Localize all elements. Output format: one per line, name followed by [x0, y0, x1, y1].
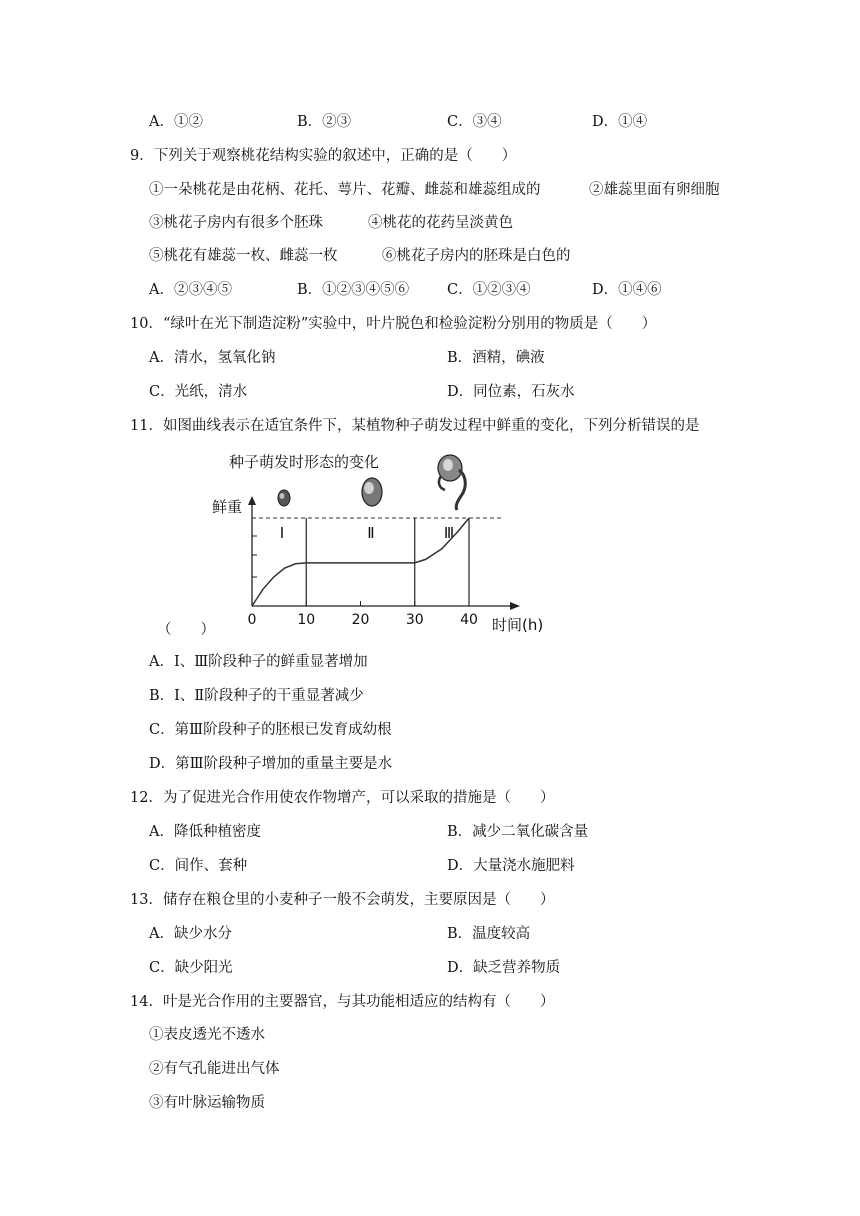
- q11-option-a: A．Ⅰ、Ⅲ阶段种子的鲜重显著增加: [149, 654, 368, 670]
- q14-stem: 14．叶是光合作用的主要器官，与其功能相适应的结构有（ ）: [130, 994, 555, 1010]
- q12-option-c: C．间作、套种: [149, 858, 248, 874]
- q9-stem: 9．下列关于观察桃花结构实验的叙述中，正确的是（ ）: [130, 148, 517, 164]
- q11-paren: （ ）: [157, 622, 215, 638]
- q10-option-c: C．光纸，清水: [149, 384, 248, 400]
- q8-option-b: B．②③: [297, 114, 352, 130]
- q13-option-d: D．缺乏营养物质: [447, 960, 561, 976]
- q13-stem: 13．储存在粮仓里的小麦种子一般不会萌发，主要原因是（ ）: [130, 892, 555, 908]
- q9-statement-6: ⑥桃花子房内的胚珠是白色的: [382, 248, 571, 264]
- stage-label-3: Ⅲ: [443, 524, 455, 542]
- q14-statement-1: ①表皮透光不透水: [149, 1027, 265, 1043]
- q8-option-d: D．①④: [592, 114, 648, 130]
- q11-stem: 11．如图曲线表示在适宜条件下，某植物种子萌发过程中鲜重的变化，下列分析错误的是: [130, 418, 700, 434]
- seed-swollen-icon: [362, 478, 382, 506]
- q11-option-c: C．第Ⅲ阶段种子的胚根已发育成幼根: [149, 722, 392, 738]
- q12-option-d: D．大量浇水施肥料: [447, 858, 575, 874]
- q11-option-b: B．Ⅰ、Ⅱ阶段种子的干重显著减少: [149, 688, 364, 704]
- q10-stem: 10．“绿叶在光下制造淀粉”实验中，叶片脱色和检验淀粉分别用的物质是（ ）: [130, 316, 657, 332]
- x-tick-label: 0: [247, 612, 257, 628]
- x-axis-arrow-icon: [510, 602, 520, 610]
- q9-statement-4: ④桃花的花药呈淡黄色: [368, 215, 513, 231]
- q12-option-a: A．降低种植密度: [149, 824, 261, 840]
- q9-statement-2: ②雄蕊里面有卵细胞: [589, 182, 720, 198]
- q10-option-a: A．清水，氢氧化钠: [149, 350, 276, 366]
- q9-option-b: B．①②③④⑤⑥: [297, 282, 410, 298]
- q11-option-d: D．第Ⅲ阶段种子增加的重量主要是水: [149, 756, 393, 772]
- chart-ylabel: 鲜重: [212, 498, 243, 516]
- chart-title: 种子萌发时形态的变化: [229, 453, 380, 471]
- stage-label-1: Ⅰ: [279, 524, 285, 542]
- x-tick-label: 30: [405, 612, 424, 628]
- q9-statement-5: ⑤桃花有雄蕊一枚、雌蕊一枚: [149, 248, 338, 264]
- chart-xlabel: 时间(h): [492, 616, 544, 634]
- x-tick-label: 10: [297, 612, 316, 628]
- y-axis-arrow-icon: [248, 496, 256, 505]
- q12-option-b: B．减少二氧化碳含量: [447, 824, 589, 840]
- fresh-weight-curve: [252, 518, 469, 606]
- q13-option-b: B．温度较高: [447, 926, 531, 942]
- q14-statement-3: ③有叶脉运输物质: [149, 1095, 265, 1111]
- q13-option-a: A．缺少水分: [149, 926, 232, 942]
- x-tick-label: 40: [460, 612, 478, 628]
- q13-option-c: C．缺少阳光: [149, 960, 233, 976]
- q9-option-a: A．②③④⑤: [149, 282, 232, 298]
- seed-germination-chart: [205, 446, 555, 638]
- q10-option-d: D．同位素，石灰水: [447, 384, 575, 400]
- q9-option-d: D．①④⑥: [592, 282, 662, 298]
- q9-statement-3: ③桃花子房内有很多个胚珠: [149, 215, 323, 231]
- q8-option-c: C．③④: [447, 114, 502, 130]
- q8-option-a: A．①②: [149, 114, 203, 130]
- stage-label-2: Ⅱ: [367, 524, 375, 542]
- q9-statement-1: ①一朵桃花是由花柄、花托、萼片、花瓣、雌蕊和雄蕊组成的: [149, 182, 541, 198]
- seed-sprouting-icon: [438, 455, 465, 510]
- q9-option-c: C．①②③④: [447, 282, 531, 298]
- seed-small-icon: [278, 490, 290, 506]
- q10-option-b: B．酒精，碘液: [447, 350, 545, 366]
- x-tick-label: 20: [351, 612, 370, 628]
- q12-stem: 12．为了促进光合作用使农作物增产，可以采取的措施是（ ）: [130, 790, 555, 806]
- q14-statement-2: ②有气孔能进出气体: [149, 1061, 280, 1077]
